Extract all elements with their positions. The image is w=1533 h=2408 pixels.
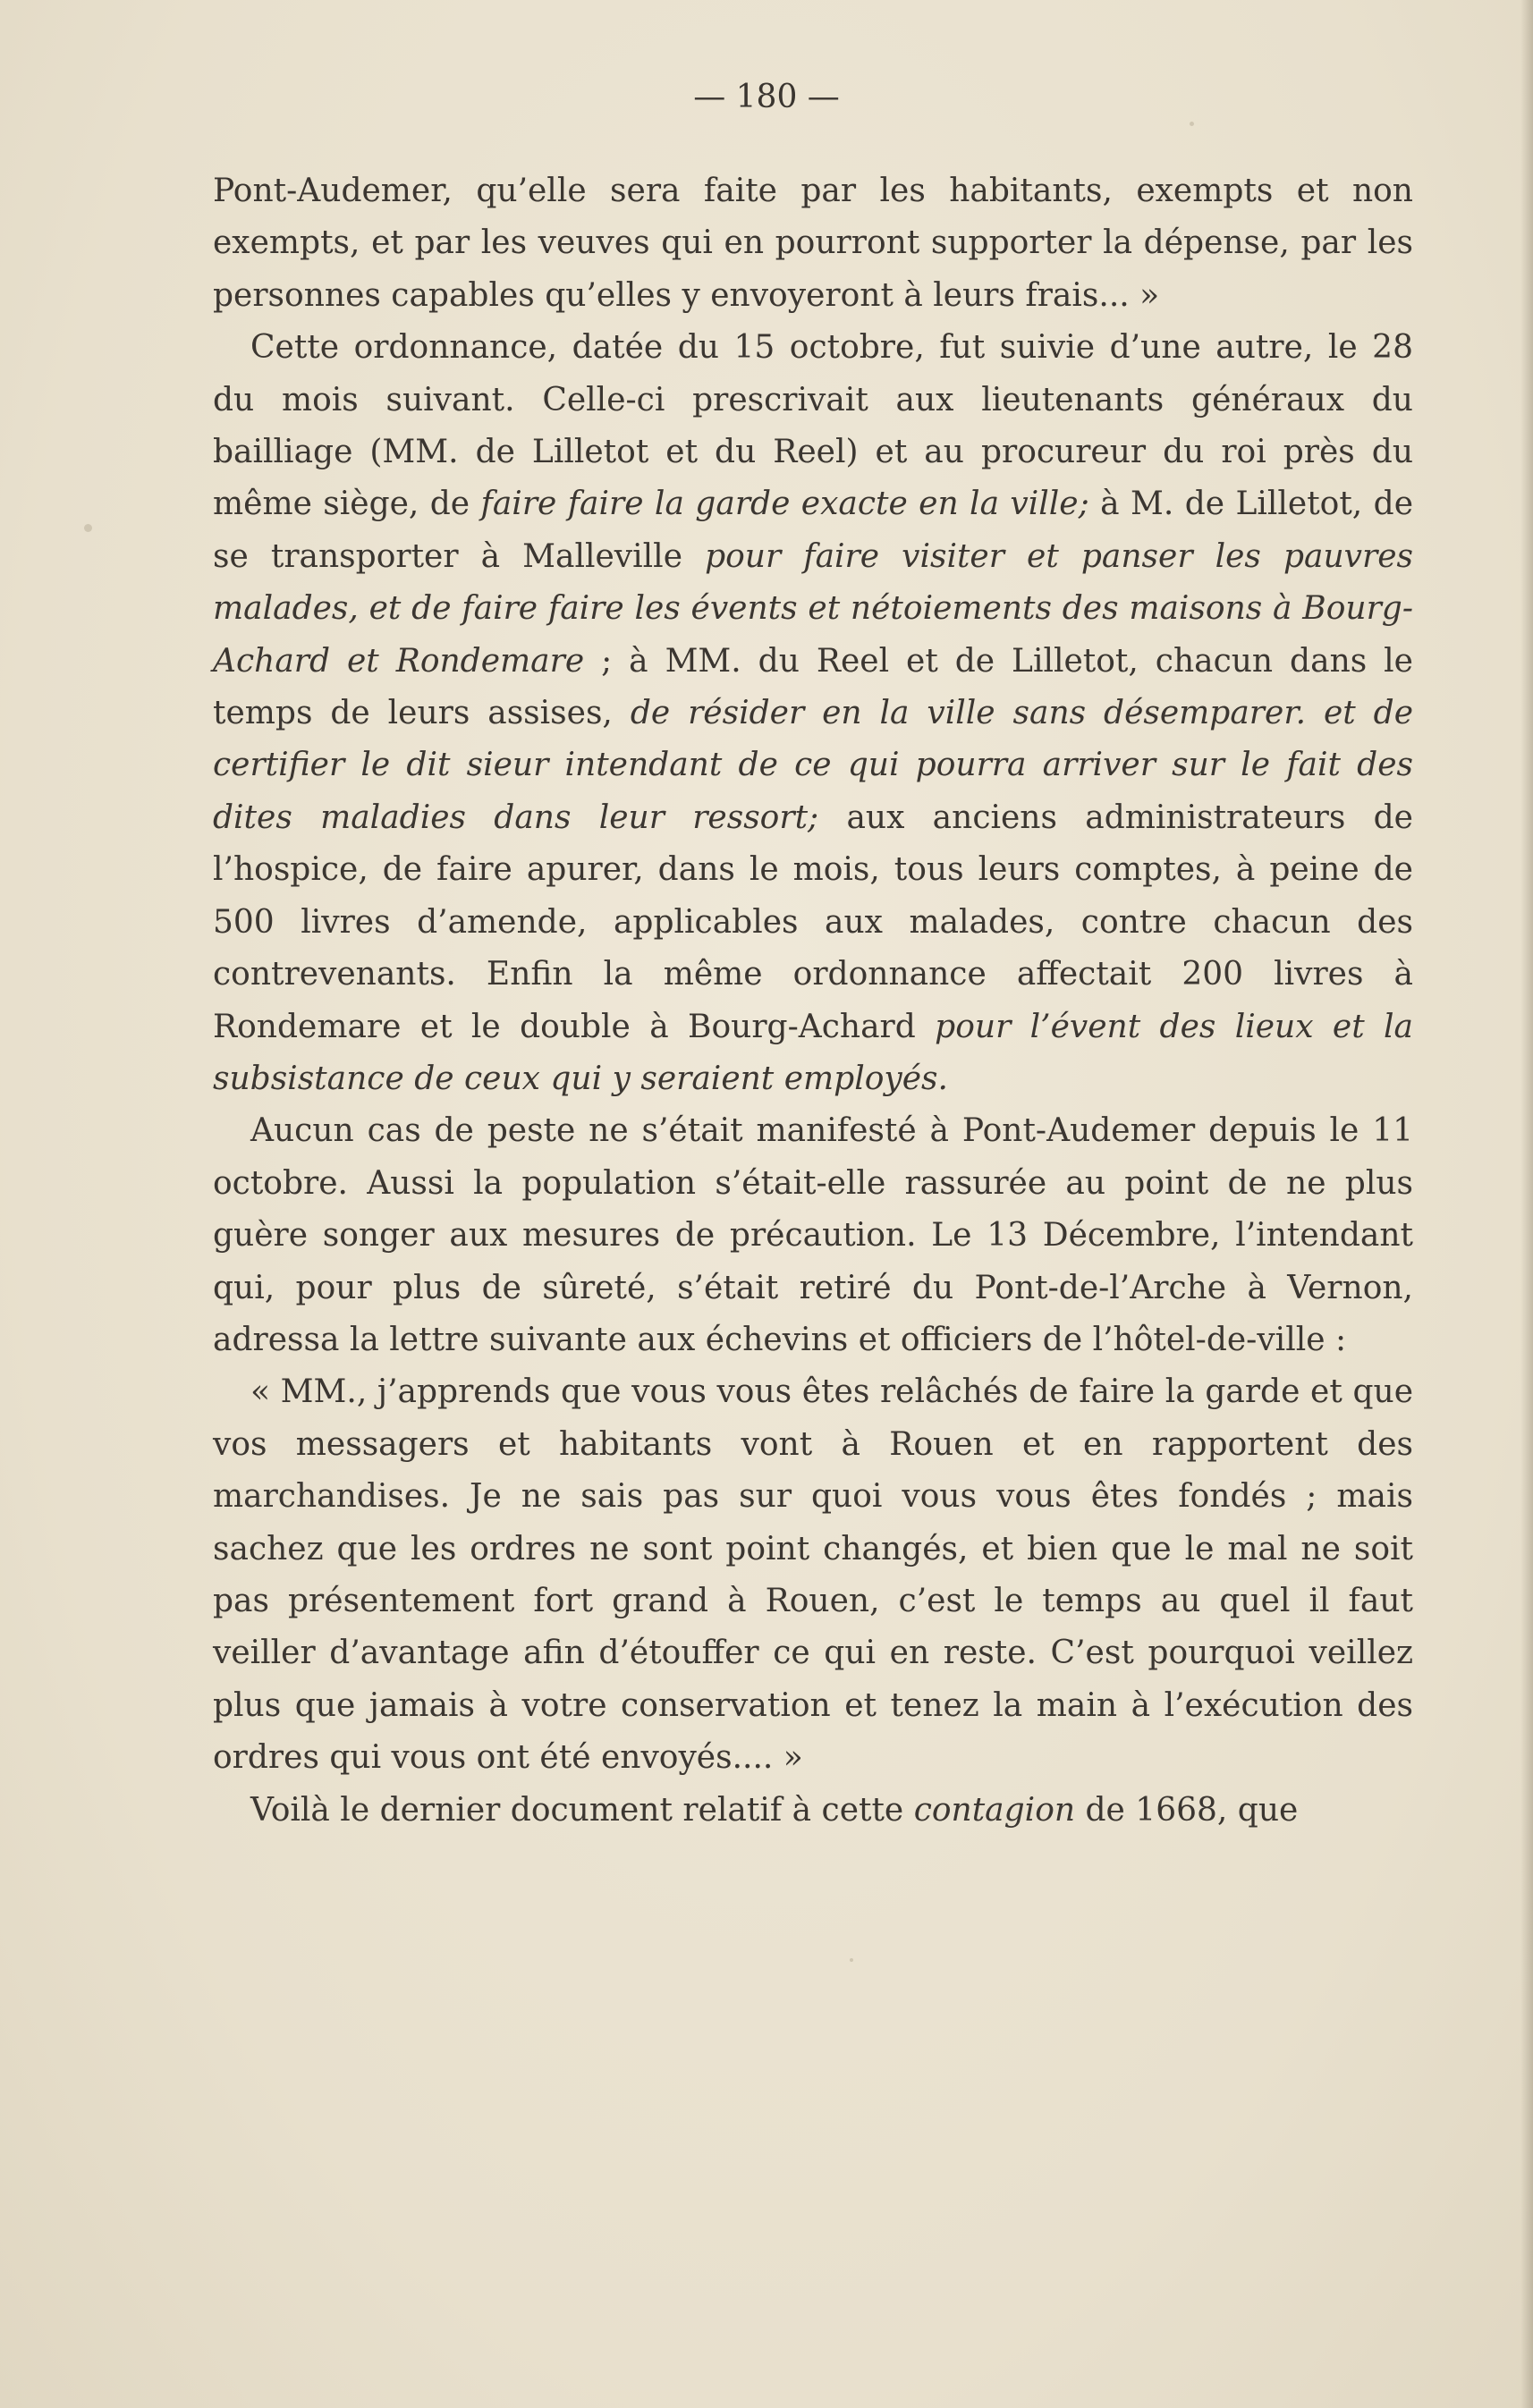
paragraph (213, 165, 1413, 322)
text-run: ; à MM. du Reel et de Lilletot, chacun dans le temps de leurs assises, (213, 642, 1413, 732)
page-number: — 180 — (693, 79, 840, 115)
text-run: Aucun cas de peste ne s’était manifesté à Pont-Audemer depuis le 11 octobre. Aussi la population s’était-elle rassurée au point de ne plus guère songer aux mesures de précaution. Le 13 Décembre, l’intendant qui, pour plus de sûreté, s’était retiré du Pont-de-l’Arche à Vernon, adressa la lettre suivante aux échevins et officiers de l’hôtel-de-ville : (213, 1112, 1413, 1358)
page-spine-shadow (1520, 0, 1533, 2408)
text-run: à M. de Lilletot, de se transporter à Malleville (213, 486, 1413, 575)
paper-spot (84, 524, 92, 532)
italic-text-run: contagion (913, 1791, 1076, 1829)
italic-text-run: pour l’évent des lieux et la subsistance de ceux qui y seraient employés. (213, 1008, 1414, 1097)
text-run: Pont-Audemer, qu’elle sera faite par les habitants, exempts et non exempts, et par les veuves qui en pourront supporter la dépense, par les personnes capables qu’elles y envoyeront à leurs frais... » (213, 173, 1413, 314)
italic-text-run: de résider en la ville sans désemparer. et de certifier le dit sieur intendant de ce qui pourra arriver sur le fait des dites maladies dans leur ressort; (213, 695, 1413, 836)
paragraph (213, 1366, 1413, 1784)
italic-text-run: faire faire la garde exacte en la ville; (480, 486, 1089, 523)
text-run: aux anciens administrateurs de l’hospice, de faire apurer, dans le mois, tous leurs comptes, à peine de 500 livres d’amende, applicables aux malades, contre chacun des contrevenants. Enfin la même ordonnance affectait 200 livres à Rondemare et le double à Bourg-Achard (213, 798, 1413, 1045)
text-run: « MM., j’apprends que vous vous êtes relâchés de faire la garde et que vos messagers et habitants vont à Rouen et en rapportent des marchandises. Je ne sais pas sur quoi vous vous êtes fondés ; mais sachez que les ordres ne sont point changés, et bien que le mal ne soit pas présentement fort grand à Rouen, c’est le temps au quel il faut veiller d’avantage afin d’étouffer ce qui en reste. C’est pourquoi veillez plus que jamais à votre conservation et tenez la main à l’exécution des ordres qui vous ont été envoyés.... » (213, 1373, 1413, 1777)
italic-text-run: pour faire visiter et panser les pauvres malades, et de faire faire les évents et nétoiements des maisons à Bourg-Achard et Rondemare (213, 537, 1413, 680)
paper-spot (1190, 122, 1194, 126)
body-text (213, 165, 1413, 1837)
paper-spot (850, 1958, 853, 1962)
paragraph (213, 1105, 1413, 1366)
paragraph (213, 1785, 1413, 1837)
text-run: Cette ordonnance, datée du 15 octobre, fut suivie d’une autre, le 28 du mois suivant. Celle-ci prescrivait aux lieutenants généraux du bailliage (MM. de Lilletot et du Reel) et au procureur du roi près du même siège, de (213, 329, 1413, 523)
text-run: de 1668, que (1075, 1791, 1299, 1829)
text-run: Voilà le dernier document relatif à cette (250, 1791, 914, 1829)
paragraph (213, 322, 1413, 1105)
